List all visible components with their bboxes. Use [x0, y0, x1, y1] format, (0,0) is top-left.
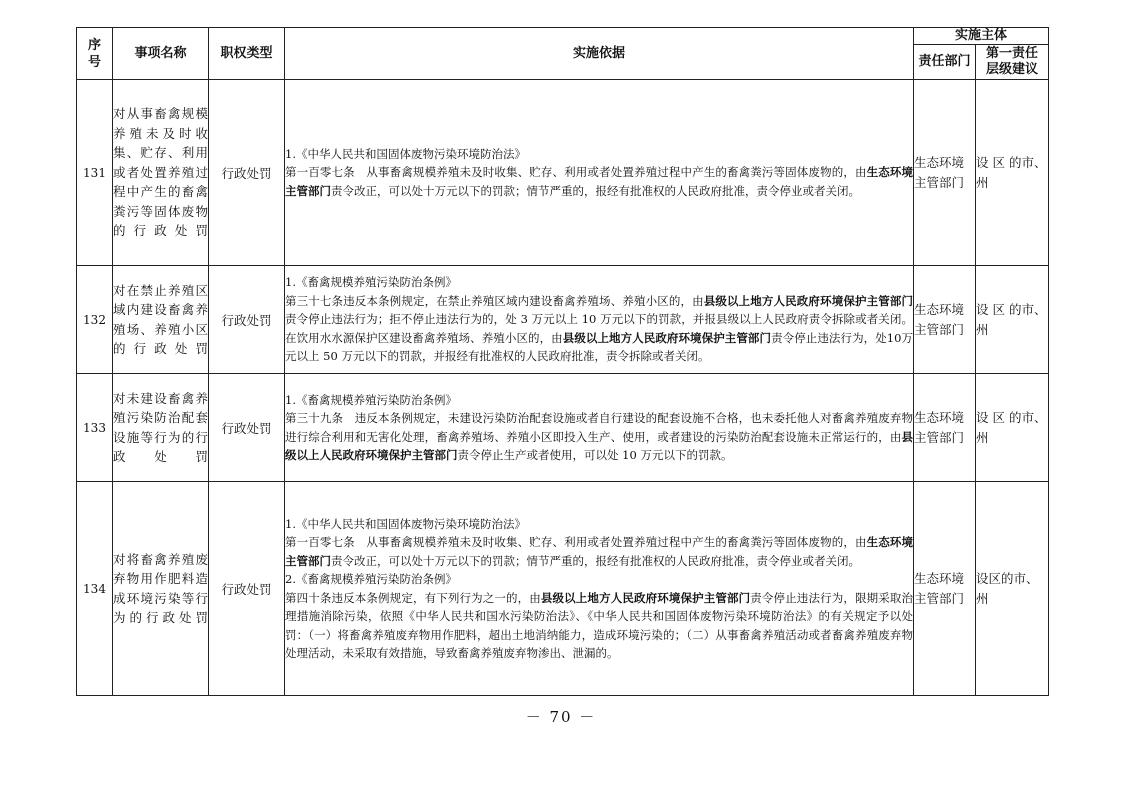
table-row	[77, 266, 1049, 374]
basis-paragraph	[285, 533, 913, 570]
basis-paragraph	[285, 409, 913, 465]
basis-text: 责令改正，可以处十万元以下的罚款；情节严重的，报经有批准权的人民政府批准，责令停业或者关闭。	[331, 183, 860, 198]
basis-text: 1.《中华人民共和国固体废物污染环境防治法》	[285, 516, 526, 531]
row-number: 132	[77, 266, 113, 374]
basis-text: 第四十条违反本条例规定，有下列行为之一的，由	[285, 590, 541, 605]
header-no: 序号	[77, 28, 113, 80]
basis-paragraph	[285, 589, 913, 663]
responsible-authority: 生态环境主管部门	[285, 535, 914, 568]
basis-text: 责令停止违法行为；拒不停止违法行为的，处 3 万元以上 10 万元以下的罚款，并报县级以上人民政府责令拆除或者关闭。在饮用水水源保护区建设畜禽养殖场、养殖小区的，由	[285, 312, 913, 345]
responsible-authority: 县级以上地方人民政府环境保护主管部门	[703, 293, 913, 308]
row-number: 131	[77, 80, 113, 266]
legal-basis	[285, 80, 914, 266]
first-level: 设区的市、州	[976, 482, 1049, 696]
header-name: 事项名称	[113, 28, 209, 80]
basis-paragraph	[285, 273, 913, 292]
basis-text: 责令停止违法行为，限期采取治理措施消除污染，依照《中华人民共和国水污染防治法》、《中华人民共和国固体废物污染环境防治法》的有关规定予以处罚：（一）将畜禽养殖废弃物用作肥料，超出土地消纳能力，造成环境污染的；（二）从事畜禽养殖活动或者畜禽养殖废弃物处理活动，未采取有效措施，导致畜禽养殖废弃物渗出、泄漏的。	[285, 590, 913, 660]
authority-type: 行政处罚	[209, 374, 285, 482]
authority-type: 行政处罚	[209, 482, 285, 696]
table-row	[77, 80, 1049, 266]
responsible-dept: 生态环境主管部门	[914, 482, 976, 696]
basis-paragraph	[285, 145, 913, 164]
responsible-dept: 生态环境主管部门	[914, 266, 976, 374]
basis-text: 第一百零七条 从事畜禽规模养殖未及时收集、贮存、利用或者处置养殖过程中产生的畜禽粪污等固体废物的，由	[285, 165, 867, 180]
legal-basis	[285, 374, 914, 482]
basis-text: 责令改正，可以处十万元以下的罚款；情节严重的，报经有批准权的人民政府批准，责令停业或者关闭。	[331, 553, 860, 568]
basis-text: 第三十九条 违反本条例规定，未建设污染防治配套设施或者自行建设的配套设施不合格，也未委托他人对畜禽养殖废弃物进行综合利用和无害化处理，畜禽养殖场、养殖小区即投入生产、使用，或者建设的污染防治配套设施未正常运行的，由	[285, 411, 913, 444]
responsible-dept: 生态环境主管部门	[914, 374, 976, 482]
basis-paragraph	[285, 391, 913, 410]
header-type: 职权类型	[209, 28, 285, 80]
table-row	[77, 482, 1049, 696]
basis-text: 1.《中华人民共和国固体废物污染环境防治法》	[285, 146, 526, 161]
authority-type: 行政处罚	[209, 80, 285, 266]
basis-paragraph	[285, 570, 913, 589]
legal-basis	[285, 482, 914, 696]
basis-text: 责令停止违法行为，处10万元以上 50 万元以下的罚款，并报经有批准权的人民政府批准，责令拆除或者关闭。	[285, 330, 913, 364]
basis-text: 1.《畜禽规模养殖污染防治条例》	[285, 392, 457, 407]
table-body	[77, 80, 1049, 696]
basis-paragraph	[285, 515, 913, 534]
first-level: 设 区 的市、州	[976, 80, 1049, 266]
basis-paragraph	[285, 292, 913, 366]
basis-text: 2.《畜禽规模养殖污染防治条例》	[285, 572, 457, 586]
responsible-authority: 县级以上地方人民政府环境保护主管部门	[540, 590, 751, 605]
responsible-authority: 生态环境主管部门	[285, 165, 914, 198]
matter-name: 对未建设畜禽养殖污染防治配套设施等行为的行政处罚	[113, 374, 209, 482]
legal-basis	[285, 266, 914, 374]
page-number: － 70 －	[525, 708, 597, 726]
responsible-authority: 县级以上人民政府环境保护主管部门	[285, 429, 913, 462]
basis-text: 第一百零七条 从事畜禽规模养殖未及时收集、贮存、利用或者处置养殖过程中产生的畜禽粪污等固体废物的，由	[285, 535, 867, 549]
row-number: 133	[77, 374, 113, 482]
matters-table	[76, 27, 1049, 696]
first-level: 设 区 的市、州	[976, 266, 1049, 374]
responsible-authority: 县级以上地方人民政府环境保护主管部门	[562, 330, 772, 345]
responsible-dept: 生态环境主管部门	[914, 80, 976, 266]
authority-type: 行政处罚	[209, 266, 285, 374]
basis-paragraph	[285, 163, 913, 200]
basis-text: 第三十七条违反本条例规定，在禁止养殖区域内建设畜禽养殖场、养殖小区的，由	[285, 293, 704, 308]
header-basis: 实施依据	[285, 28, 914, 80]
header-level: 第一责任层级建议	[976, 45, 1049, 80]
matter-name: 对在禁止养殖区域内建设畜禽养殖场、养殖小区的行政处罚	[113, 266, 209, 374]
first-level: 设 区 的市、州	[976, 374, 1049, 482]
header-subject: 实施主体	[914, 28, 1049, 45]
matter-name: 对从事畜禽规模养殖未及时收集、贮存、利用或者处置养殖过程中产生的畜禽粪污等固体废物的行政处罚	[113, 80, 209, 266]
table-row	[77, 374, 1049, 482]
matter-name: 对将畜禽养殖废弃物用作肥料造成环境污染等行为的行政处罚	[113, 482, 209, 696]
row-number: 134	[77, 482, 113, 696]
basis-text: 责令停止生产或者使用，可以处 10 万元以下的罚款。	[457, 448, 733, 462]
basis-text: 1.《畜禽规模养殖污染防治条例》	[285, 275, 457, 290]
header-dept: 责任部门	[914, 45, 976, 80]
